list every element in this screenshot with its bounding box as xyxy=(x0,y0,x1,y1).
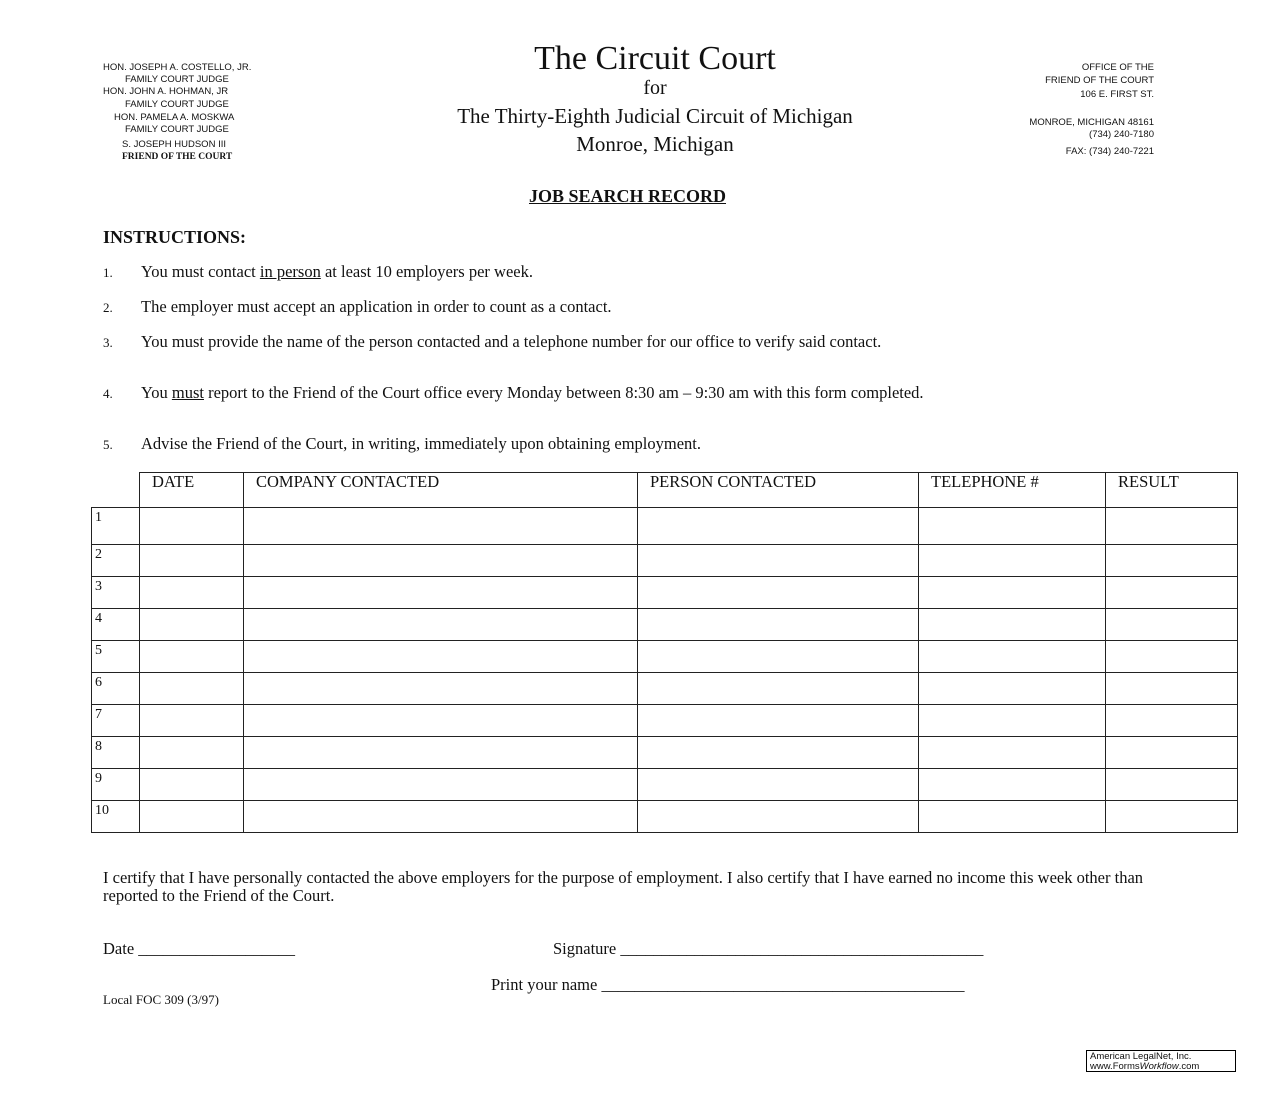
legalnet-company: American LegalNet, Inc. xyxy=(1090,1051,1192,1062)
row-number-cell xyxy=(92,673,140,705)
court-for: for xyxy=(643,77,667,99)
company-cell[interactable] xyxy=(244,769,638,801)
row-number-cell xyxy=(92,609,140,641)
table-row xyxy=(92,769,1238,801)
instruction-number: 2. xyxy=(103,300,113,315)
row-number: 1 xyxy=(95,510,102,525)
row-number-cell xyxy=(92,801,140,833)
row-number-cell xyxy=(92,769,140,801)
date-cell[interactable] xyxy=(140,673,244,705)
job-search-table xyxy=(91,472,1238,833)
column-header-date xyxy=(140,473,244,508)
row-number: 8 xyxy=(95,739,102,754)
office-city: MONROE, MICHIGAN 48161 xyxy=(1029,116,1154,128)
telephone-cell[interactable] xyxy=(919,577,1106,609)
table-row xyxy=(92,801,1238,833)
row-number-cell xyxy=(92,545,140,577)
result-cell[interactable] xyxy=(1106,737,1238,769)
date-cell[interactable] xyxy=(140,641,244,673)
result-cell[interactable] xyxy=(1106,801,1238,833)
table-row xyxy=(92,577,1238,609)
row-number: 3 xyxy=(95,579,102,594)
instruction-emphasis: in person xyxy=(259,262,321,281)
row-number-cell xyxy=(92,508,140,545)
date-line[interactable]: Date ___________________ xyxy=(103,939,296,958)
signature-line[interactable]: Signature ____________________________________________ xyxy=(553,939,984,958)
telephone-cell[interactable] xyxy=(919,609,1106,641)
company-cell[interactable] xyxy=(244,641,638,673)
telephone-cell[interactable] xyxy=(919,545,1106,577)
court-title: The Circuit Court xyxy=(534,40,776,77)
instruction-text-part: report to the Friend of the Court office every Monday between 8:30 am – 9:30 am with this form completed. xyxy=(203,383,924,402)
date-cell[interactable] xyxy=(140,705,244,737)
company-cell[interactable] xyxy=(244,705,638,737)
company-cell[interactable] xyxy=(244,609,638,641)
instruction-text: The employer must accept an application in order to count as a contact. xyxy=(141,297,612,316)
company-cell[interactable] xyxy=(244,801,638,833)
date-cell[interactable] xyxy=(140,801,244,833)
form-number: Local FOC 309 (3/97) xyxy=(103,992,219,1007)
legalnet-badge xyxy=(1086,1050,1236,1072)
column-header-telephone xyxy=(919,473,1106,508)
instructions-heading: INSTRUCTIONS: xyxy=(103,227,247,247)
date-cell[interactable] xyxy=(140,609,244,641)
table-row xyxy=(92,609,1238,641)
column-header-company xyxy=(244,473,638,508)
person-cell[interactable] xyxy=(638,508,919,545)
judge-role: FRIEND OF THE COURT xyxy=(122,152,233,163)
row-number: 9 xyxy=(95,771,102,786)
person-cell[interactable] xyxy=(638,545,919,577)
office-address xyxy=(960,62,1154,158)
person-cell[interactable] xyxy=(638,673,919,705)
date-cell[interactable] xyxy=(140,737,244,769)
person-cell[interactable] xyxy=(638,737,919,769)
office-line1: OFFICE OF THE xyxy=(1081,62,1154,73)
court-city: Monroe, Michigan xyxy=(576,132,734,156)
row-number-cell xyxy=(92,737,140,769)
telephone-cell[interactable] xyxy=(919,769,1106,801)
office-fax: FAX: (734) 240-7221 xyxy=(1065,145,1154,157)
date-cell[interactable] xyxy=(140,545,244,577)
telephone-cell[interactable] xyxy=(919,737,1106,769)
company-cell[interactable] xyxy=(244,577,638,609)
office-street: 106 E. FIRST ST. xyxy=(1080,89,1154,100)
certification-text: I certify that I have personally contacted the above employers for the purpose of employment. I also certify that I have earned no income this week other than reported to the Friend of the Court. xyxy=(103,868,1144,905)
result-cell[interactable] xyxy=(1106,508,1238,545)
column-header-result xyxy=(1106,473,1238,508)
date-cell[interactable] xyxy=(140,577,244,609)
row-number: 10 xyxy=(95,803,109,818)
column-header-label: TELEPHONE # xyxy=(931,472,1039,491)
person-cell[interactable] xyxy=(638,641,919,673)
column-header-label: COMPANY CONTACTED xyxy=(256,472,440,491)
column-header-label: PERSON CONTACTED xyxy=(650,472,816,491)
instruction-text-part: You xyxy=(141,383,172,402)
column-header-person xyxy=(638,473,919,508)
telephone-cell[interactable] xyxy=(919,801,1106,833)
judges-list xyxy=(103,62,251,164)
column-header-label: DATE xyxy=(152,472,195,491)
office-phone: (734) 240-7180 xyxy=(1089,129,1154,140)
column-header-label: RESULT xyxy=(1118,472,1179,491)
row-number-header xyxy=(92,473,140,508)
judge-role: FAMILY COURT JUDGE xyxy=(125,74,229,86)
telephone-cell[interactable] xyxy=(919,508,1106,545)
form-title: JOB SEARCH RECORD xyxy=(528,186,727,206)
date-cell[interactable] xyxy=(140,769,244,801)
judge-name: S. JOSEPH HUDSON III xyxy=(122,139,226,151)
table-row xyxy=(92,673,1238,705)
judge-role: FAMILY COURT JUDGE xyxy=(125,124,229,136)
row-number-cell xyxy=(92,577,140,609)
office-line2: FRIEND OF THE COURT xyxy=(1045,74,1154,86)
person-cell[interactable] xyxy=(638,577,919,609)
row-number: 4 xyxy=(95,611,102,626)
instruction-text xyxy=(141,384,1131,402)
result-cell[interactable] xyxy=(1106,641,1238,673)
instruction-number: 3. xyxy=(103,335,113,350)
url-part: .com xyxy=(1178,1061,1200,1072)
row-number: 2 xyxy=(95,547,102,562)
result-cell[interactable] xyxy=(1106,673,1238,705)
instruction-text-part: at least 10 employers per week. xyxy=(320,262,533,281)
result-cell[interactable] xyxy=(1106,577,1238,609)
telephone-cell[interactable] xyxy=(919,673,1106,705)
instruction-number: 5. xyxy=(103,437,113,452)
row-number: 5 xyxy=(95,643,102,658)
judge-name: HON. JOSEPH A. COSTELLO, JR. xyxy=(103,62,252,73)
instruction-number: 4. xyxy=(103,386,113,401)
row-number: 7 xyxy=(95,707,102,722)
table-row xyxy=(92,508,1238,545)
table-header-row xyxy=(92,473,1238,508)
url-part: www.Forms xyxy=(1090,1061,1140,1072)
instruction-text xyxy=(141,263,1131,281)
row-number-cell xyxy=(92,705,140,737)
url-part: Workflow xyxy=(1139,1061,1179,1072)
person-cell[interactable] xyxy=(638,801,919,833)
print-name-line[interactable]: Print your name ____________________________________________ xyxy=(491,975,965,994)
instruction-number: 1. xyxy=(103,265,113,280)
result-cell[interactable] xyxy=(1106,769,1238,801)
instruction-text-part: You must contact xyxy=(141,262,260,281)
court-circuit: The Thirty-Eighth Judicial Circuit of Michigan xyxy=(457,104,853,128)
result-cell[interactable] xyxy=(1106,545,1238,577)
row-number-cell xyxy=(92,641,140,673)
company-cell[interactable] xyxy=(244,545,638,577)
telephone-cell[interactable] xyxy=(919,705,1106,737)
judge-role: FAMILY COURT JUDGE xyxy=(125,98,229,110)
person-cell[interactable] xyxy=(638,705,919,737)
judge-name: HON. PAMELA A. MOSKWA xyxy=(114,111,235,123)
instruction-text: You must provide the name of the person contacted and a telephone number for our office to verify said contact. xyxy=(141,332,882,351)
table-row xyxy=(92,641,1238,673)
date-cell[interactable] xyxy=(140,508,244,545)
company-cell[interactable] xyxy=(244,508,638,545)
table-row xyxy=(92,737,1238,769)
person-cell[interactable] xyxy=(638,609,919,641)
instruction-text: Advise the Friend of the Court, in writing, immediately upon obtaining employment. xyxy=(141,434,702,453)
table-row xyxy=(92,705,1238,737)
telephone-cell[interactable] xyxy=(919,641,1106,673)
company-cell[interactable] xyxy=(244,737,638,769)
row-number: 6 xyxy=(95,675,102,690)
legalnet-url xyxy=(1090,1062,1235,1072)
person-cell[interactable] xyxy=(638,769,919,801)
result-cell[interactable] xyxy=(1106,609,1238,641)
judge-name: HON. JOHN A. HOHMAN, JR xyxy=(103,86,229,98)
result-cell[interactable] xyxy=(1106,705,1238,737)
instruction-emphasis: must xyxy=(171,383,204,402)
table-row xyxy=(92,545,1238,577)
company-cell[interactable] xyxy=(244,673,638,705)
